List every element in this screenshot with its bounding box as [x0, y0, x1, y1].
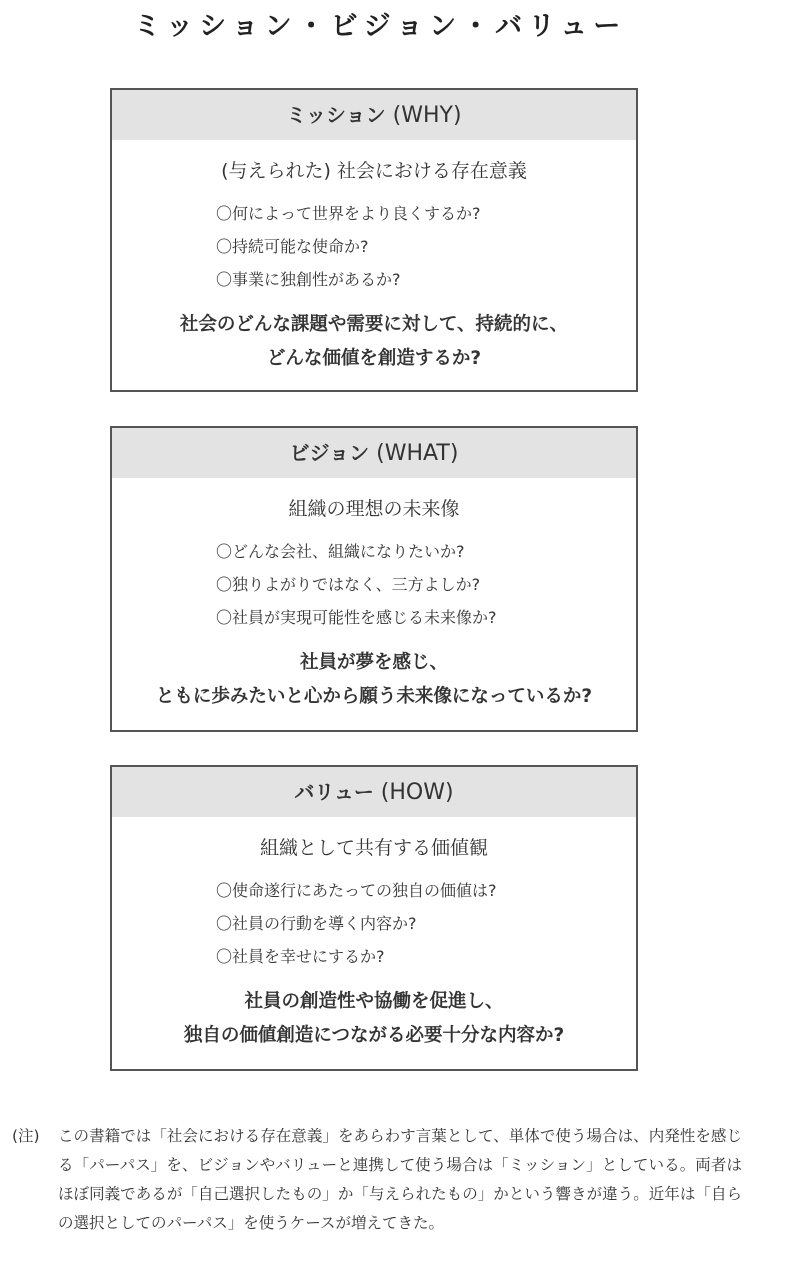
question-item: 〇社員が実現可能性を感じる未来像か?: [216, 608, 497, 627]
card-header: [112, 767, 636, 817]
card-heading: バリュー: [294, 780, 374, 804]
conclusion-line: 独自の価値創造につながる必要十分な内容か?: [183, 1025, 565, 1046]
question-item: 〇何によって世界をより良くするか?: [216, 204, 481, 223]
card-heading: ミッション: [286, 103, 386, 127]
question-list: [112, 197, 636, 296]
vision-card: [110, 426, 638, 732]
card-conclusion: [112, 985, 636, 1053]
footnote-text: この書籍では「社会における存在意義」をあらわす言葉として、単体で使う場合は、内発性を感じる「パーパス」を、ビジョンやバリューと連携して使う場合は「ミッション」としている。両者はほぼ同義であるが「自己選択したもの」か「与えられたもの」かという響きが違う。近年は「自らの選択としてのパーパス」を使うケースが増えてきた。: [58, 1127, 742, 1232]
question-list: [112, 874, 636, 973]
card-heading-en: (HOW): [380, 780, 454, 805]
conclusion-line: どんな価値を創造するか?: [266, 348, 482, 369]
footnote-label: (注): [12, 1127, 40, 1145]
question-item: 〇独りよがりではなく、三方よしか?: [216, 575, 481, 594]
card-heading-en: (WHAT): [376, 441, 459, 466]
card-conclusion: [112, 646, 636, 714]
question-item: 〇社員を幸せにするか?: [216, 947, 385, 966]
card-conclusion: [112, 308, 636, 376]
card-header: [112, 90, 636, 140]
card-subtitle: 組織の理想の未来像: [288, 498, 460, 520]
footnote: [12, 1122, 742, 1238]
question-item: 〇持続可能な使命か?: [216, 237, 369, 256]
question-item: 〇使命遂行にあたっての独自の価値は?: [216, 881, 497, 900]
conclusion-line: 社員が夢を感じ、: [299, 652, 448, 673]
card-subtitle: 組織として共有する価値観: [259, 837, 488, 859]
conclusion-line: ともに歩みたいと心から願う未来像になっているか?: [155, 686, 593, 707]
card-heading: ビジョン: [289, 441, 370, 465]
card-heading-en: (WHY): [392, 103, 462, 128]
conclusion-line: 社会のどんな課題や需要に対して、持続的に、: [179, 314, 569, 335]
question-item: 〇どんな会社、組織になりたいか?: [216, 542, 465, 561]
question-list: [112, 535, 636, 634]
card-header: [112, 428, 636, 478]
value-card: [110, 765, 638, 1071]
page-title: ミッション・ビジョン・バリュー: [133, 11, 627, 42]
question-item: 〇社員の行動を導く内容か?: [216, 914, 417, 933]
mission-card: [110, 88, 638, 392]
card-subtitle: (与えられた) 社会における存在意義: [221, 160, 527, 182]
conclusion-line: 社員の創造性や協働を促進し、: [244, 991, 504, 1012]
question-item: 〇事業に独創性があるか?: [216, 270, 401, 289]
